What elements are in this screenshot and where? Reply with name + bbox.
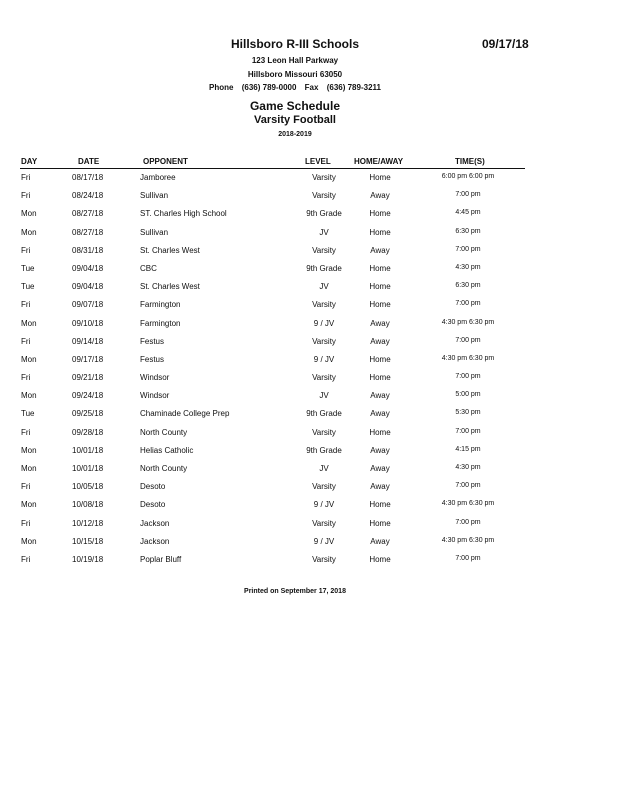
game-home-away: Away [370, 191, 390, 201]
game-day: Mon [21, 209, 37, 219]
game-home-away: Away [370, 391, 390, 401]
table-row [0, 462, 618, 480]
table-row [0, 298, 618, 316]
game-date: 09/28/18 [72, 427, 104, 437]
game-level: JV [319, 227, 329, 237]
game-opponent: Farmington [140, 300, 181, 310]
col-header-date: DATE [78, 157, 100, 166]
game-home-away: Home [369, 227, 391, 237]
game-day: Mon [21, 318, 37, 328]
game-opponent: Sullivan [140, 191, 169, 201]
game-date: 10/01/18 [72, 464, 104, 473]
game-time: 7:00 pm [455, 518, 481, 526]
game-level: Varsity [312, 373, 336, 383]
game-opponent: Festus [140, 336, 165, 346]
game-day: Tue [21, 409, 35, 419]
table-row [0, 371, 618, 389]
contact-line [0, 83, 590, 92]
school-address: 123 Leon Hall Parkway [251, 56, 339, 65]
game-level: Varsity [312, 300, 336, 310]
game-day: Fri [21, 518, 31, 528]
game-level: Varsity [312, 173, 336, 182]
game-time: 7:00 pm [455, 482, 481, 490]
game-date: 08/31/18 [72, 245, 104, 255]
game-day: Mon [21, 227, 37, 237]
game-level: 9th Grade [306, 209, 342, 219]
game-level: Varsity [312, 554, 336, 564]
game-day: Fri [21, 554, 31, 564]
game-time: 4:30 pm 6:30 pm [441, 318, 495, 326]
game-day: Mon [21, 464, 37, 473]
game-opponent: Windsor [140, 373, 170, 383]
printed-on: Printed on September 17, 2018 [244, 588, 346, 595]
game-date: 09/24/18 [72, 391, 104, 401]
col-header-home-away: HOME/AWAY [354, 157, 404, 166]
game-date: 09/04/18 [72, 282, 104, 292]
game-time: 4:30 pm [455, 263, 481, 271]
game-level: Varsity [312, 482, 336, 492]
print-date: 09/17/18 [482, 37, 529, 51]
school-name: Hillsboro R-III Schools [230, 37, 359, 51]
game-date: 09/07/18 [72, 300, 104, 310]
schedule-season: 2018-2019 [278, 131, 312, 138]
game-opponent: Farmington [140, 318, 181, 328]
game-day: Mon [21, 500, 37, 510]
game-level: 9th Grade [306, 409, 342, 419]
game-date: 10/19/18 [72, 554, 104, 564]
game-time: 7:00 pm [455, 427, 481, 435]
table-row [0, 226, 618, 244]
game-home-away: Home [369, 427, 391, 437]
table-row [0, 480, 618, 498]
phone-number: (636) 789-0000 [241, 83, 297, 92]
table-row [0, 280, 618, 298]
col-header-day: DAY [21, 157, 38, 166]
game-home-away: Away [370, 409, 390, 419]
game-opponent: Poplar Bluff [140, 554, 182, 564]
game-level: JV [319, 282, 329, 292]
game-level: 9th Grade [306, 445, 342, 455]
game-opponent: Desoto [140, 500, 166, 510]
game-day: Mon [21, 536, 37, 546]
game-home-away: Home [369, 173, 391, 182]
game-date: 09/25/18 [72, 409, 104, 419]
schedule-title: Game Schedule [249, 99, 341, 113]
game-date: 09/14/18 [72, 336, 104, 346]
game-level: 9 / JV [313, 318, 335, 328]
game-day: Fri [21, 482, 31, 492]
game-home-away: Away [370, 445, 390, 455]
game-opponent: Jackson [140, 518, 170, 528]
game-date: 10/08/18 [72, 500, 104, 510]
game-opponent: ST. Charles High School [140, 209, 227, 219]
game-home-away: Home [369, 354, 391, 364]
game-home-away: Home [369, 554, 391, 564]
game-date: 09/10/18 [72, 318, 104, 328]
game-home-away: Away [370, 318, 390, 328]
game-level: Varsity [312, 518, 336, 528]
game-date: 10/15/18 [72, 536, 104, 546]
game-level: Varsity [312, 336, 336, 346]
game-home-away: Home [369, 500, 391, 510]
game-time: 7:00 pm [455, 554, 481, 562]
game-time: 5:30 pm [455, 409, 481, 417]
game-level: Varsity [312, 427, 336, 437]
table-row [0, 535, 618, 553]
game-time: 4:30 pm [455, 464, 481, 471]
game-date: 10/01/18 [72, 445, 104, 455]
game-home-away: Home [369, 518, 391, 528]
game-time: 4:30 pm 6:30 pm [441, 354, 495, 362]
game-home-away: Away [370, 245, 390, 255]
game-date: 08/17/18 [72, 173, 104, 182]
game-level: 9 / JV [313, 354, 335, 364]
game-level: 9 / JV [313, 536, 335, 546]
game-date: 09/04/18 [72, 263, 104, 273]
table-row [0, 207, 618, 225]
game-opponent: Desoto [140, 482, 166, 492]
col-header-opponent: OPPONENT [143, 157, 188, 166]
table-row [0, 498, 618, 516]
phone-label: Phone [209, 83, 234, 92]
game-day: Fri [21, 373, 31, 383]
table-row [0, 426, 618, 444]
game-level: JV [319, 464, 329, 473]
game-time: 6:30 pm [455, 282, 481, 290]
table-row [0, 262, 618, 280]
game-date: 10/12/18 [72, 518, 104, 528]
game-date: 10/05/18 [72, 482, 104, 492]
game-home-away: Home [369, 300, 391, 310]
game-time: 4:45 pm [455, 209, 481, 217]
table-row [0, 407, 618, 425]
game-home-away: Home [369, 282, 391, 292]
game-level: 9 / JV [313, 500, 335, 510]
table-row [0, 317, 618, 335]
game-time: 7:00 pm [455, 245, 481, 253]
game-home-away: Home [369, 209, 391, 219]
game-date: 08/27/18 [72, 209, 104, 219]
fax-number: (636) 789-3211 [326, 83, 381, 92]
table-row [0, 444, 618, 462]
game-date: 08/27/18 [72, 227, 104, 237]
game-date: 09/21/18 [72, 373, 104, 383]
game-day: Fri [21, 191, 31, 201]
game-day: Fri [21, 336, 31, 346]
game-date: 08/24/18 [72, 191, 104, 201]
game-day: Mon [21, 445, 37, 455]
game-day: Fri [21, 427, 31, 437]
game-opponent: Sullivan [140, 227, 169, 237]
table-row [0, 189, 618, 207]
game-time: 4:30 pm 6:30 pm [441, 536, 495, 544]
game-opponent: St. Charles West [140, 245, 200, 255]
table-row [0, 389, 618, 407]
header-divider [20, 168, 525, 169]
game-opponent: St. Charles West [140, 282, 200, 292]
game-opponent: Helias Catholic [140, 445, 194, 455]
game-opponent: Jackson [140, 536, 170, 546]
game-opponent: Jamboree [140, 173, 176, 182]
game-opponent: Windsor [140, 391, 170, 401]
school-city: Hillsboro Missouri 63050 [247, 70, 343, 79]
schedule-table [0, 171, 618, 571]
game-time: 4:15 pm [455, 445, 481, 453]
game-home-away: Away [370, 482, 390, 492]
game-day: Tue [21, 263, 35, 273]
game-opponent: North County [140, 427, 188, 437]
game-level: Varsity [312, 191, 336, 201]
game-home-away: Away [370, 464, 390, 473]
game-time: 7:00 pm [455, 191, 481, 199]
game-time: 4:30 pm 6:30 pm [441, 500, 495, 508]
table-row [0, 353, 618, 371]
game-home-away: Away [370, 536, 390, 546]
game-date: 09/17/18 [72, 354, 104, 364]
game-home-away: Home [369, 373, 391, 383]
game-opponent: Chaminade College Prep [140, 409, 230, 419]
table-row [0, 553, 618, 571]
game-level: JV [319, 391, 329, 401]
table-row [0, 335, 618, 353]
game-day: Mon [21, 354, 37, 364]
game-day: Tue [21, 282, 35, 292]
table-row [0, 517, 618, 535]
game-time: 5:00 pm [455, 391, 481, 399]
game-day: Fri [21, 173, 31, 182]
game-day: Fri [21, 300, 31, 310]
fax-label: Fax [304, 83, 319, 92]
game-time: 6:30 pm [455, 227, 481, 235]
game-level: Varsity [312, 245, 336, 255]
schedule-subtitle: Varsity Football [254, 114, 336, 126]
game-day: Mon [21, 391, 37, 401]
game-day: Fri [21, 245, 31, 255]
game-level: 9th Grade [306, 263, 342, 273]
game-time: 7:00 pm [455, 336, 481, 344]
game-opponent: CBC [140, 263, 157, 273]
game-time: 6:00 pm 6:00 pm [441, 173, 495, 180]
col-header-level: LEVEL [305, 157, 331, 166]
table-row [0, 244, 618, 262]
game-home-away: Away [370, 336, 390, 346]
table-row [0, 171, 618, 189]
game-home-away: Home [369, 263, 391, 273]
game-time: 7:00 pm [455, 300, 481, 308]
col-header-times: TIME(S) [455, 157, 485, 166]
game-opponent: North County [140, 464, 188, 473]
game-opponent: Festus [140, 354, 165, 364]
game-time: 7:00 pm [455, 373, 481, 381]
